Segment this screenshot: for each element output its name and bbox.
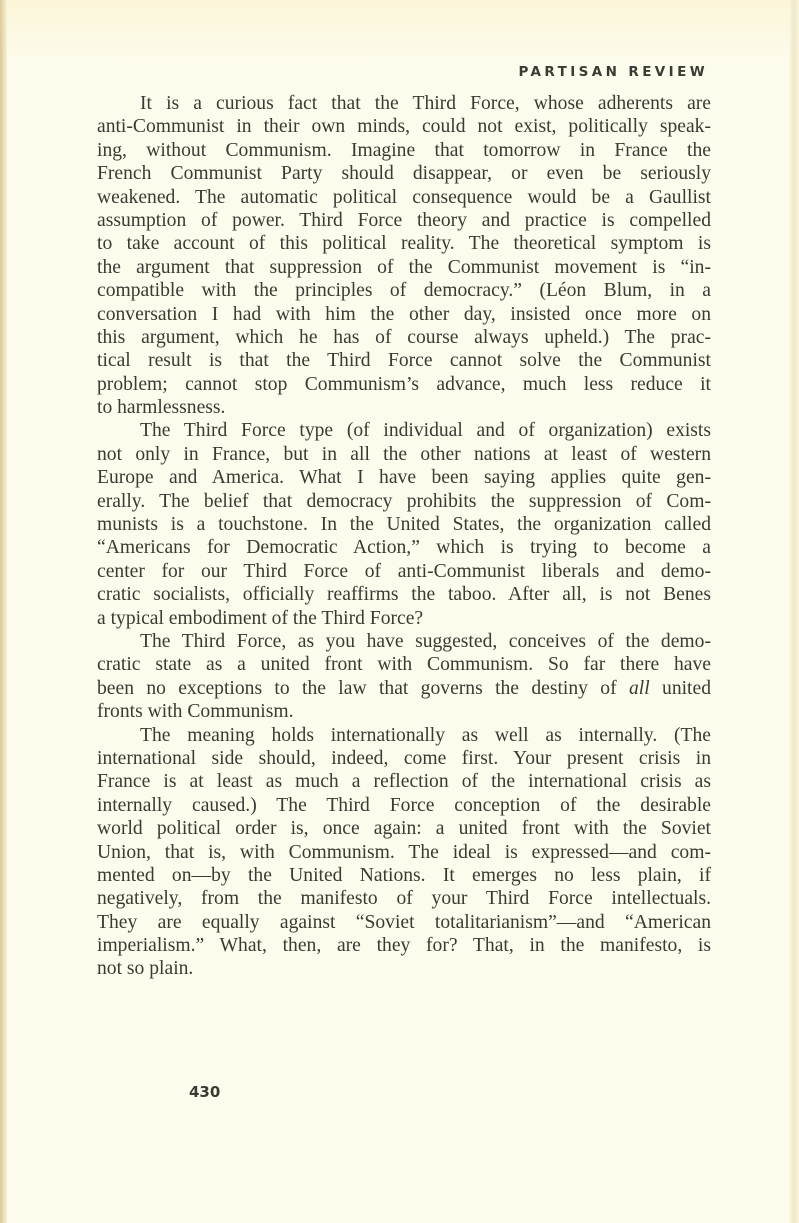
text-line: the argument that suppression of the Communist movement is “in-	[97, 256, 711, 278]
paragraph-1	[97, 92, 711, 419]
text-line: a typical embodiment of the Third Force?	[97, 607, 424, 629]
text-line: internally caused.) The Third Force conception of the desirable	[97, 794, 711, 816]
text-line: “Americans for Democratic Action,” which is trying to become a	[97, 537, 711, 559]
text-line: mented on—by the United Nations. It emerges no less plain, if	[97, 864, 711, 886]
page-edge	[789, 0, 799, 1223]
text-line: compatible with the principles of democracy.” (Léon Blum, in a	[97, 280, 711, 302]
text-line: Europe and America. What I have been saying applies quite gen-	[97, 467, 711, 489]
text-line: The meaning holds internationally as well as internally. (The	[140, 724, 711, 746]
text-line: munists is a touchstone. In the United States, the organization called	[97, 514, 711, 536]
text-line: international side should, indeed, come first. Your present crisis in	[97, 747, 711, 769]
text-line: not only in France, but in all the other nations at least of western	[97, 443, 711, 465]
body-text	[97, 92, 711, 981]
text-line: fronts with Communism.	[97, 701, 294, 723]
running-head: PARTISAN REVIEW	[518, 64, 708, 80]
text-line: The Third Force, as you have suggested, conceives of the demo-	[140, 630, 711, 652]
text-run: united	[649, 677, 711, 699]
page-number: 430	[189, 1083, 221, 1101]
text-line: ing, without Communism. Imagine that tomorrow in France the	[97, 139, 711, 161]
text-line: imperialism.” What, then, are they for? That, in the manifesto, is	[97, 935, 711, 957]
text-run: been no exceptions to the law that governs the destiny of	[97, 677, 629, 699]
text-line: center for our Third Force of anti-Communist liberals and demo-	[97, 560, 711, 582]
text-line: this argument, which he has of course always upheld.) The prac-	[97, 326, 711, 348]
text-line: not so plain.	[97, 958, 194, 980]
text-line: cratic socialists, officially reaffirms the taboo. After all, is not Benes	[97, 584, 711, 606]
text-line: Union, that is, with Communism. The ideal is expressed—and com-	[97, 841, 711, 863]
text-line: French Communist Party should disappear, or even be seriously	[97, 163, 711, 185]
text-line: to take account of this political reality. The theoretical symptom is	[97, 233, 711, 255]
text-line: tical result is that the Third Force cannot solve the Communist	[97, 350, 711, 372]
text-line: world political order is, once again: a united front with the Soviet	[97, 818, 711, 840]
text-line-with-emphasis	[97, 677, 711, 700]
text-line: erally. The belief that democracy prohibits the suppression of Com-	[97, 490, 711, 512]
text-line: assumption of power. Third Force theory and practice is compelled	[97, 209, 711, 231]
text-line: anti-Communist in their own minds, could not exist, politically speak-	[97, 116, 711, 138]
text-line: France is at least as much a reflection of the international crisis as	[97, 771, 711, 793]
text-line: The Third Force type (of individual and of organization) exists	[140, 420, 711, 442]
page-gutter-shadow	[0, 0, 7, 1223]
text-line: to harmlessness.	[97, 397, 226, 419]
paragraph-2	[97, 419, 711, 630]
paragraph-4	[97, 724, 711, 981]
text-line: negatively, from the manifesto of your Third Force intellectuals.	[97, 888, 711, 910]
text-line: conversation I had with him the other day, insisted once more on	[97, 303, 711, 325]
text-line: It is a curious fact that the Third Force, whose adherents are	[140, 93, 711, 114]
text-line: problem; cannot stop Communism’s advance, much less reduce it	[97, 373, 711, 395]
emphasized-word: all	[628, 677, 650, 699]
text-line: weakened. The automatic political consequence would be a Gaullist	[97, 186, 711, 208]
text-line: They are equally against “Soviet totalitarianism”—and “American	[97, 911, 711, 933]
text-line: cratic state as a united front with Communism. So far there have	[97, 654, 711, 676]
paragraph-3	[97, 630, 711, 724]
page-top-tint	[0, 0, 799, 60]
